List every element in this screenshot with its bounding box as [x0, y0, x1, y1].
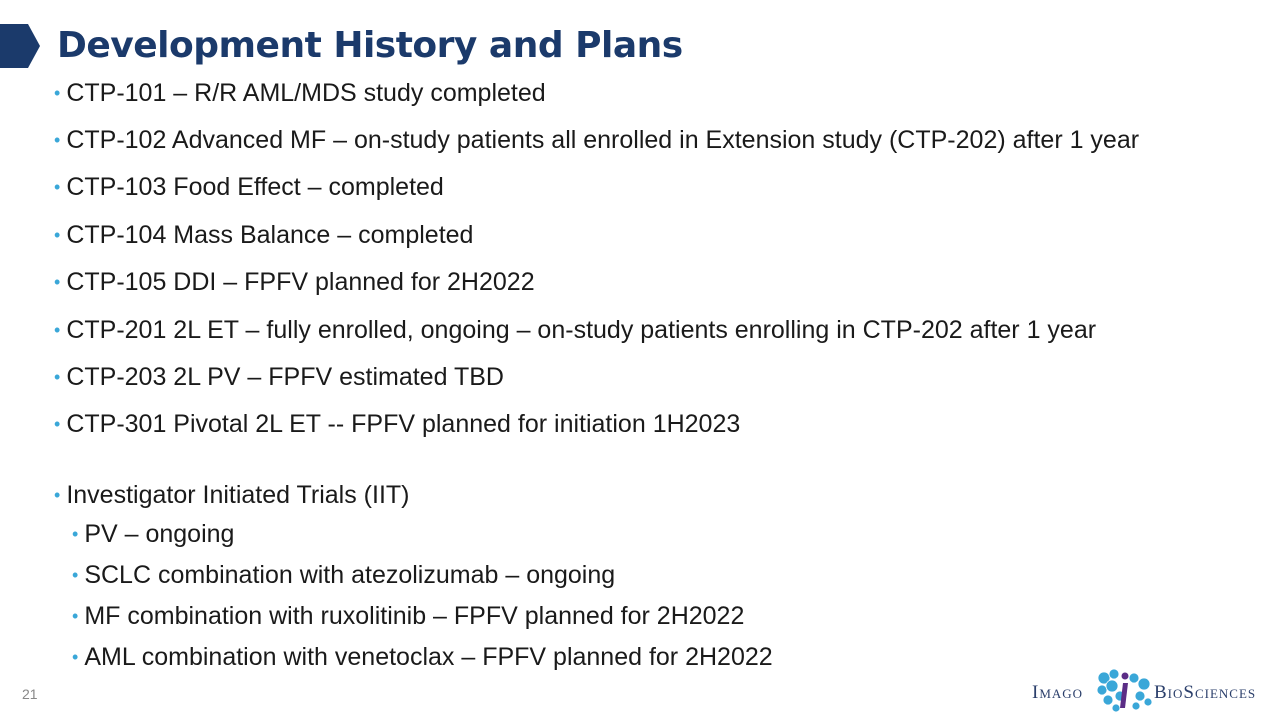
bullet-dot-icon: • — [54, 130, 61, 150]
bullet-dot-icon: • — [54, 485, 61, 505]
sub-bullet-item — [72, 642, 773, 672]
slide-title: Development History and Plans — [57, 25, 683, 66]
bullet-text: CTP-105 DDI – FPFV planned for 2H2022 — [66, 268, 535, 296]
sub-bullet-item — [72, 519, 234, 549]
bullet-item — [54, 78, 546, 108]
bullet-dot-icon: • — [72, 524, 79, 544]
bullet-dot-icon: • — [54, 414, 61, 434]
bullet-text: CTP-102 Advanced MF – on-study patients all enrolled in Extension study (CTP-202) after 1 year — [66, 126, 1140, 154]
bullet-dot-icon: • — [72, 606, 79, 626]
bullet-item — [54, 480, 410, 510]
bullet-dot-icon: • — [54, 225, 61, 245]
sub-bullet-text: PV – ongoing — [84, 520, 235, 548]
company-logo — [1030, 668, 1260, 714]
logo-word-left: Imago — [1032, 682, 1084, 703]
bullet-text: CTP-301 Pivotal 2L ET -- FPFV planned for initiation 1H2023 — [66, 410, 741, 438]
sub-bullet-text: MF combination with ruxolitinib – FPFV planned for 2H2022 — [84, 602, 745, 630]
bullet-text: CTP-104 Mass Balance – completed — [66, 221, 474, 249]
bullet-item — [54, 409, 740, 439]
bullet-dot-icon: • — [72, 565, 79, 585]
sub-bullet-item — [72, 601, 744, 631]
bullet-text: Investigator Initiated Trials (IIT) — [66, 481, 410, 509]
bullet-dot-icon: • — [72, 647, 79, 667]
logo-word-right: BioSciences — [1154, 682, 1257, 703]
bullet-dot-icon: • — [54, 320, 61, 340]
sub-bullet-item — [72, 560, 615, 590]
bullet-text: CTP-201 2L ET – fully enrolled, ongoing – on-study patients enrolling in CTP-202 after 1 year — [66, 316, 1097, 344]
bullet-item — [54, 125, 1139, 155]
sub-bullet-text: AML combination with venetoclax – FPFV planned for 2H2022 — [84, 643, 773, 671]
bullet-dot-icon: • — [54, 272, 61, 292]
bullet-text: CTP-101 – R/R AML/MDS study completed — [66, 79, 546, 107]
bullet-item — [54, 267, 535, 297]
bullet-dot-icon: • — [54, 83, 61, 103]
bullet-item — [54, 315, 1096, 345]
bullet-dot-icon: • — [54, 367, 61, 387]
sub-bullet-text: SCLC combination with atezolizumab – ongoing — [84, 561, 616, 589]
bullet-dot-icon: • — [54, 177, 61, 197]
bullet-text: CTP-203 2L PV – FPFV estimated TBD — [66, 363, 504, 391]
bullet-item — [54, 362, 504, 392]
page-number: 21 — [22, 686, 38, 702]
bullet-item — [54, 220, 473, 250]
bullet-text: CTP-103 Food Effect – completed — [66, 173, 444, 201]
blue-cell-cluster-icon — [1094, 668, 1156, 714]
bullet-item — [54, 172, 444, 202]
